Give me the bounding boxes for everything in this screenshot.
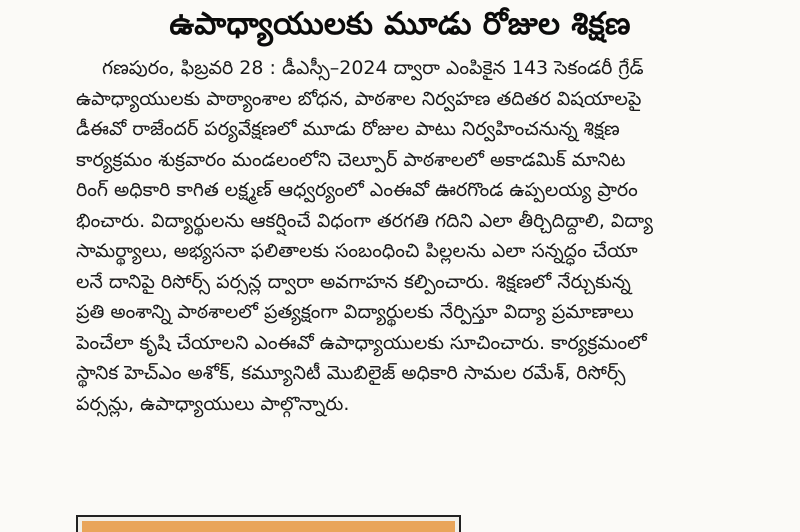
article-line-1: గణపురం, ఫిబ్రవరి 28 : డీఎస్సీ–2024 ద్వారా ఎంపికైన 143 సెకండరీ గ్రేడ్ bbox=[102, 57, 644, 79]
article-line-7: సామర్థ్యాలు, అభ్యసనా ఫలితాలకు సంబంధించి పిల్లలను ఎలా సన్నద్ధం చేయా bbox=[76, 240, 638, 262]
article-line-3: డీఈవో రాజేందర్ పర్యవేక్షణలో మూడు రోజుల పాటు నిర్వహించనున్న శిక్షణ bbox=[76, 118, 620, 140]
article-line-4: కార్యక్రమం శుక్రవారం మండలంలోని చెల్పూర్ పాఠశాలలో అకాడమిక్ మానిట bbox=[76, 148, 626, 171]
article-body bbox=[76, 53, 766, 419]
next-article-box bbox=[76, 515, 461, 532]
article-line-5: రింగ్ అధికారి కాగిత లక్ష్మణ్ ఆధ్వర్యంలో ఎంఈవో ఊరగొండ ఉప్పలయ్య ప్రారం bbox=[76, 179, 638, 201]
article-line-6: భించారు. విద్యార్థులను ఆకర్షించే విధంగా తరగతి గదిని ఎలా తీర్చిదిద్దాలి, విద్యా bbox=[76, 209, 653, 232]
article-line-12: పర్సన్లు, ఉపాధ్యాయులు పాల్గొన్నారు. bbox=[76, 392, 350, 415]
article-line-9: ప్రతి అంశాన్ని పాఠశాలలో ప్రత్యక్షంగా విద్యార్థులకు నేర్పిస్తూ విద్యా ప్రమాణాలు bbox=[76, 301, 634, 323]
article-line-10: పెంచేలా కృషి చేయాలని ఎంఈవో ఉపాధ్యాయులకు సూచించారు. కార్యక్రమంలో bbox=[76, 331, 647, 354]
next-article-box-fill bbox=[82, 521, 455, 532]
article-line-2: ఉపాధ్యాయులకు పాఠ్యాంశాల బోధన, పాఠశాల నిర్వహణ తదితర విషయాలపై bbox=[76, 87, 642, 110]
article-line-11: స్థానిక హెచ్ఎం అశోక్, కమ్యూనిటీ మొబిలైజ్ అధికారి సామల రమేశ్, రిసోర్స్ bbox=[76, 362, 626, 384]
headline: ఉపాధ్యాయులకు మూడు రోజుల శిక్షణ bbox=[169, 6, 631, 42]
article-line-8: లనే దానిపై రిసోర్స్ పర్సన్ల ద్వారా అవగాహన కల్పించారు. శిక్షణలో నేర్చుకున్న bbox=[76, 270, 631, 293]
